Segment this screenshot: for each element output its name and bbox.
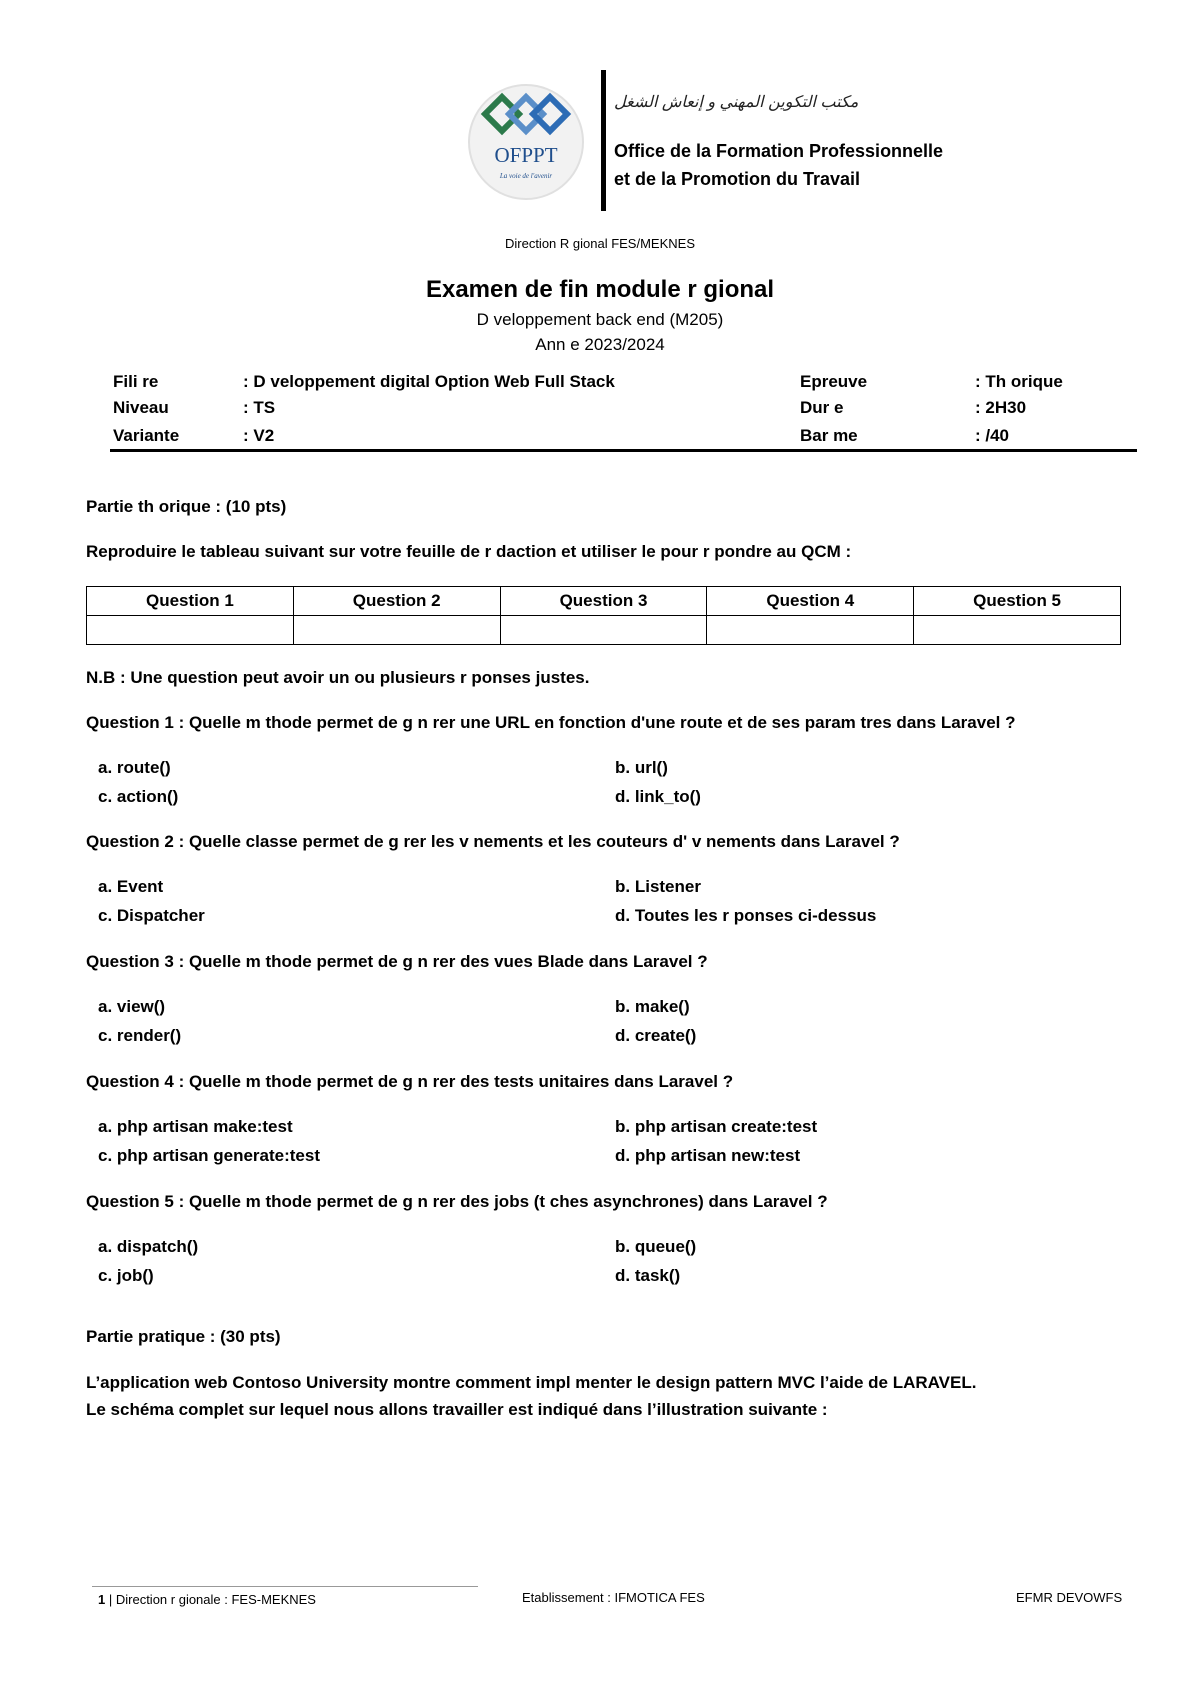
question-4: Question 4 : Quelle m thode permet de g n rer des tests unitaires dans Laravel ? <box>86 1072 734 1091</box>
qcm-header-cell: Question 2 <box>293 587 500 616</box>
qcm-answer-cell <box>500 616 707 645</box>
qcm-header-cell: Question 3 <box>500 587 707 616</box>
question-2: Question 2 : Quelle classe permet de g rer les v nements et les couteurs d' v nements dans Laravel ? <box>86 832 900 851</box>
logo-tagline: La voie de l'avenir <box>499 172 553 180</box>
theory-instruction: Reproduire le tableau suivant sur votre feuille de r daction et utiliser le pour r pondre au QCM : <box>86 542 852 561</box>
arabic-title: مكتب التكوين المهني و إنعاش الشغل <box>614 94 859 111</box>
nb-note: N.B : Une question peut avoir un ou plusieurs r ponses justes. <box>86 668 590 687</box>
q2-option-c: c. Dispatcher <box>98 906 205 925</box>
office-line-2: et de la Promotion du Travail <box>614 169 861 189</box>
qcm-answer-cell <box>293 616 500 645</box>
qcm-answer-cell <box>87 616 294 645</box>
office-line-1: Office de la Formation Professionnelle <box>614 141 944 161</box>
q1-option-a: a. route() <box>98 758 171 777</box>
ofppt-logo <box>462 84 590 200</box>
footer-code: EFMR DEVOWFS <box>1016 1590 1123 1605</box>
footer-separator: | <box>108 1592 116 1607</box>
qcm-answer-row <box>87 616 1121 645</box>
q5-option-a: a. dispatch() <box>98 1237 199 1256</box>
practice-heading: Partie pratique : (30 pts) <box>86 1327 281 1346</box>
footer-establishment: Etablissement : IFMOTICA FES <box>522 1590 705 1605</box>
q3-option-b: b. make() <box>615 997 690 1016</box>
q1-option-b: b. url() <box>615 758 668 777</box>
qcm-header-cell: Question 4 <box>707 587 914 616</box>
qcm-answer-cell <box>707 616 914 645</box>
epreuve-value: : Th orique <box>975 372 1063 391</box>
question-5: Question 5 : Quelle m thode permet de g n rer des jobs (t ches asynchrones) dans Laravel ? <box>86 1192 828 1211</box>
q3-option-c: c. render() <box>98 1026 182 1045</box>
duree-value: : 2H30 <box>975 398 1027 417</box>
question-1: Question 1 : Quelle m thode permet de g n rer une URL en fonction d'une route et de ses param tres dans Laravel ? <box>86 713 1016 732</box>
qcm-header-row <box>87 587 1121 616</box>
page-number: 1 <box>98 1592 106 1607</box>
q5-option-d: d. task() <box>615 1266 681 1285</box>
niveau-value: : TS <box>243 398 276 417</box>
q4-option-a: a. php artisan make:test <box>98 1117 293 1136</box>
q4-option-c: c. php artisan generate:test <box>98 1146 321 1165</box>
footer-direction: Direction r gionale : FES-MEKNES <box>115 1592 316 1607</box>
q5-option-c: c. job() <box>98 1266 154 1285</box>
bareme-label: Bar me <box>800 426 858 445</box>
logo-text: OFPPT <box>494 143 558 167</box>
qcm-header-cell: Question 5 <box>914 587 1121 616</box>
qcm-header-cell: Question 1 <box>87 587 294 616</box>
q2-option-d: d. Toutes les r ponses ci-dessus <box>615 906 877 925</box>
filiere-label: Fili re <box>113 372 159 391</box>
exam-title: Examen de fin module r gional <box>425 276 775 303</box>
theory-heading: Partie th orique : (10 pts) <box>86 497 287 516</box>
info-divider <box>110 449 1137 452</box>
direction-regional: Direction R gional FES/MEKNES <box>504 236 695 251</box>
bareme-value: : /40 <box>975 426 1010 445</box>
q2-option-b: b. Listener <box>615 877 701 896</box>
practice-line-1: L’application web Contoso University montre comment impl menter le design pattern MVC l’aide de LARAVEL. <box>86 1373 977 1392</box>
variante-value: : V2 <box>243 426 275 445</box>
q5-option-b: b. queue() <box>615 1237 697 1256</box>
filiere-value: : D veloppement digital Option Web Full Stack <box>243 372 615 391</box>
footer-left <box>98 1592 316 1607</box>
variante-label: Variante <box>113 426 180 445</box>
niveau-label: Niveau <box>113 398 169 417</box>
qcm-answer-cell <box>914 616 1121 645</box>
duree-label: Dur e <box>800 398 844 417</box>
header-divider <box>601 70 606 211</box>
q1-option-c: c. action() <box>98 787 179 806</box>
q3-option-d: d. create() <box>615 1026 697 1045</box>
q4-option-d: d. php artisan new:test <box>615 1146 801 1165</box>
q3-option-a: a. view() <box>98 997 166 1016</box>
practice-line-2: Le schéma complet sur lequel nous allons travailler est indiqué dans l’illustration suivante : <box>86 1400 828 1419</box>
exam-year: Ann e 2023/2024 <box>535 335 665 354</box>
q4-option-b: b. php artisan create:test <box>615 1117 818 1136</box>
footer-divider <box>92 1586 478 1587</box>
q1-option-d: d. link_to() <box>615 787 701 806</box>
qcm-answer-table <box>86 586 1121 645</box>
question-3: Question 3 : Quelle m thode permet de g n rer des vues Blade dans Laravel ? <box>86 952 708 971</box>
module-name: D veloppement back end (M205) <box>476 310 724 329</box>
q2-option-a: a. Event <box>98 877 164 896</box>
epreuve-label: Epreuve <box>800 372 868 391</box>
